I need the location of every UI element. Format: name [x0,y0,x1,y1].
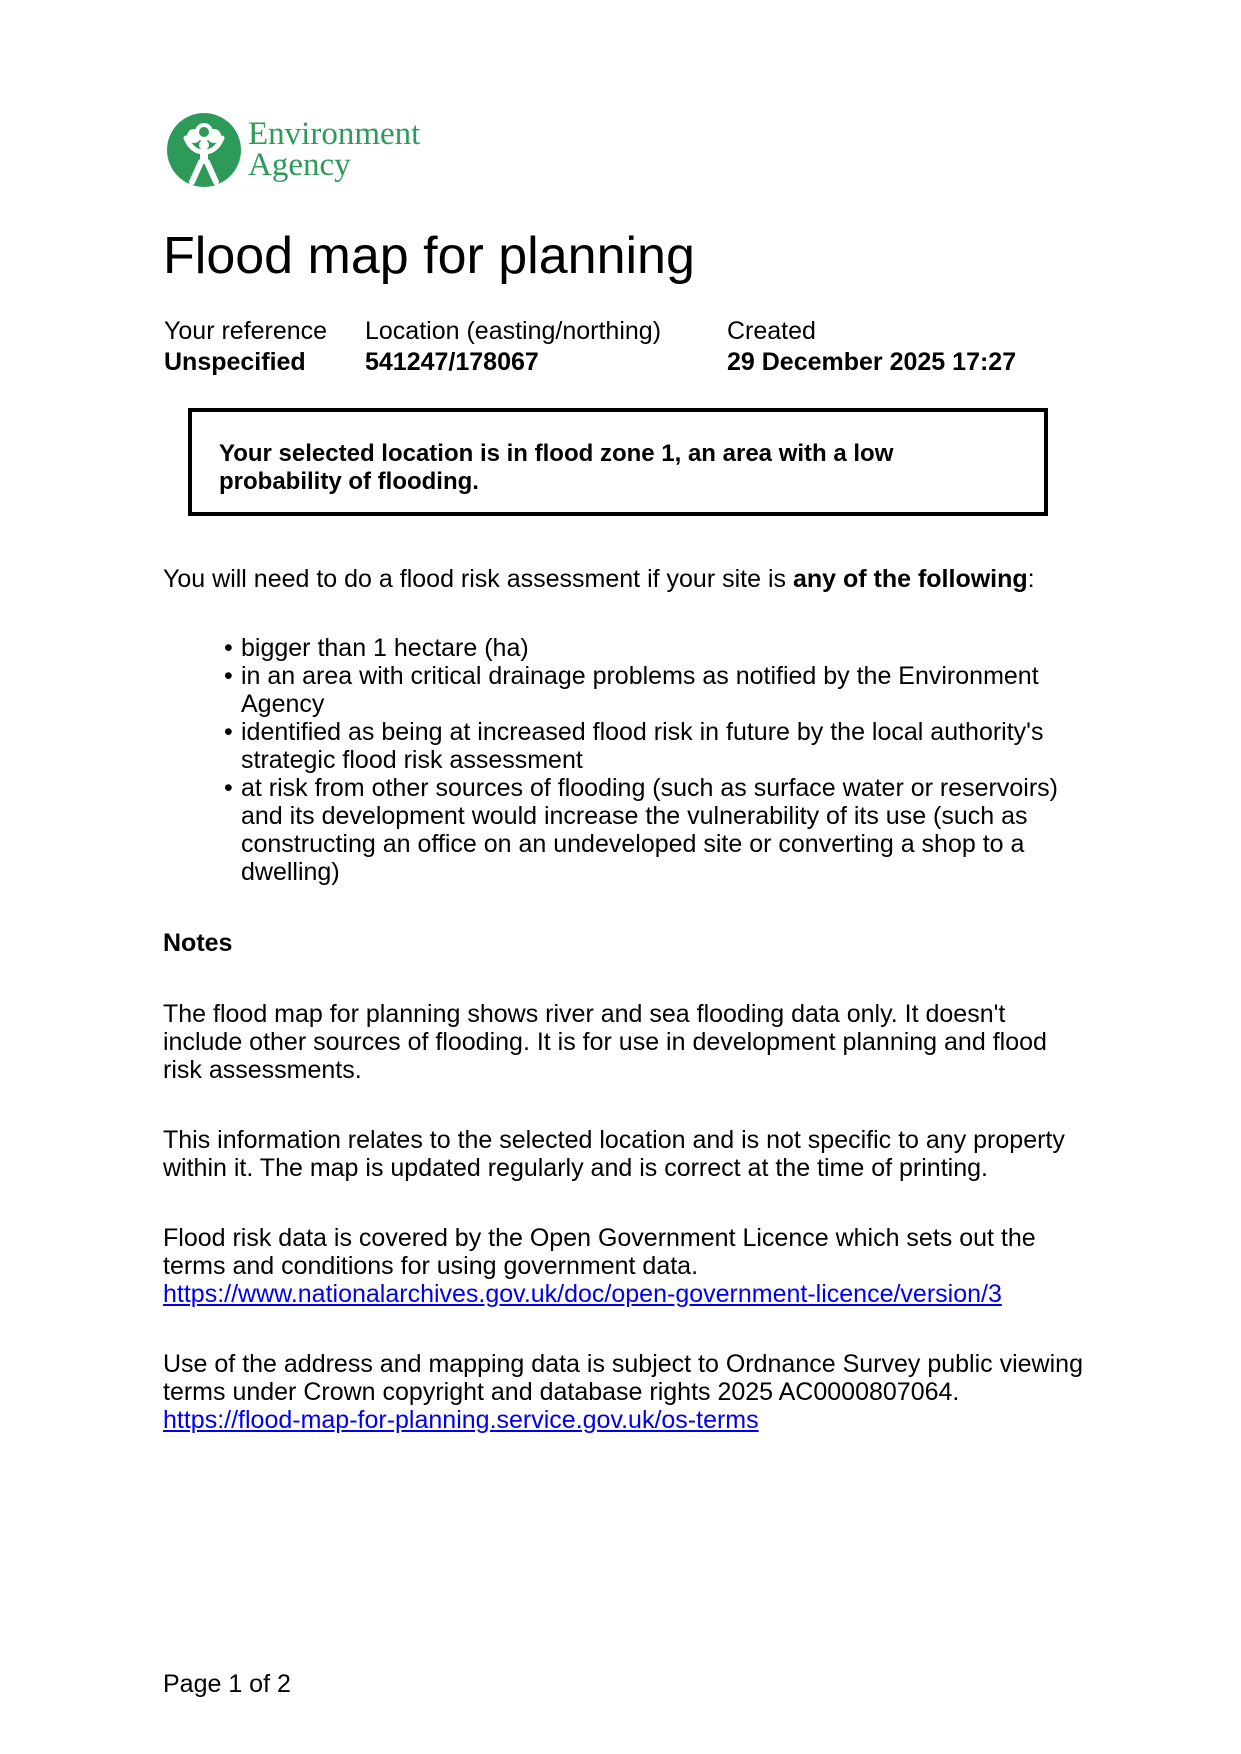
os-terms-link[interactable]: https://flood-map-for-planning.service.gov.uk/os-terms [163,1406,759,1434]
reference-value: Unspecified [164,348,306,376]
notes-paragraph-accuracy: This information relates to the selected location and is not specific to any property within it. The map is updated regularly and is correct at the time of printing. [163,1126,1065,1182]
bullet-icon: • [224,718,233,746]
flood-zone-result-box [188,408,1048,516]
environment-agency-logo [166,112,420,188]
location-value: 541247/178067 [365,348,539,376]
flood-zone-message: Your selected location is in flood zone 1, an area with a low probability of flooding. [219,440,894,495]
notes-heading: Notes [163,929,233,957]
bullet-icon: • [224,774,233,802]
list-item-text: bigger than 1 hectare (ha) [241,634,529,662]
created-label: Created [727,317,816,345]
notes-paragraph-os-terms [163,1350,1083,1434]
intro-emphasis: any of the following [792,565,1028,593]
intro-suffix: : [1027,565,1035,593]
notes-paragraph-licence [163,1224,1083,1308]
page-title: Flood map for planning [163,227,695,285]
logo-line-environment: Environment [248,116,421,152]
list-item [224,718,1084,774]
environment-agency-tree-figure-icon [166,112,242,188]
created-value: 29 December 2025 17:27 [727,348,1017,376]
list-item [224,634,1084,662]
list-item-text: in an area with critical drainage problems as notified by the Environment Agency [241,662,1039,718]
logo-line-agency: Agency [248,147,351,183]
list-item-text: at risk from other sources of flooding (such as surface water or reservoirs) and its development would increase the vulnerability of its use (such as constructing an office on an undeveloped site or converting a shop to a dwelling) [241,774,1058,886]
created-block [727,316,1016,378]
location-block [365,316,661,378]
page-number: Page 1 of 2 [163,1670,291,1698]
logo-wordmark [248,116,421,183]
bullet-icon: • [224,634,233,662]
os-terms-text: Use of the address and mapping data is subject to Ordnance Survey public viewing terms under Crown copyright and database rights 2025 AC0000807064. [163,1350,1083,1406]
licence-text: Flood risk data is covered by the Open Government Licence which sets out the terms and conditions for using government data. [163,1224,1036,1280]
assessment-conditions-list [224,634,1084,886]
list-item-text: identified as being at increased flood risk in future by the local authority's strategic flood risk assessment [241,718,1044,774]
intro-prefix: You will need to do a flood risk assessment if your site is [163,565,793,593]
reference-block [164,316,327,378]
location-label: Location (easting/northing) [365,317,662,345]
list-item [224,662,1084,718]
assessment-intro [163,565,1035,594]
notes-paragraph-scope: The flood map for planning shows river and sea flooding data only. It doesn't include other sources of flooding. It is for use in development planning and flood risk assessments. [163,1000,1047,1084]
list-item [224,774,1084,886]
open-government-licence-link[interactable]: https://www.nationalarchives.gov.uk/doc/open-government-licence/version/3 [163,1280,1002,1308]
bullet-icon: • [224,662,233,690]
reference-label: Your reference [164,317,328,345]
